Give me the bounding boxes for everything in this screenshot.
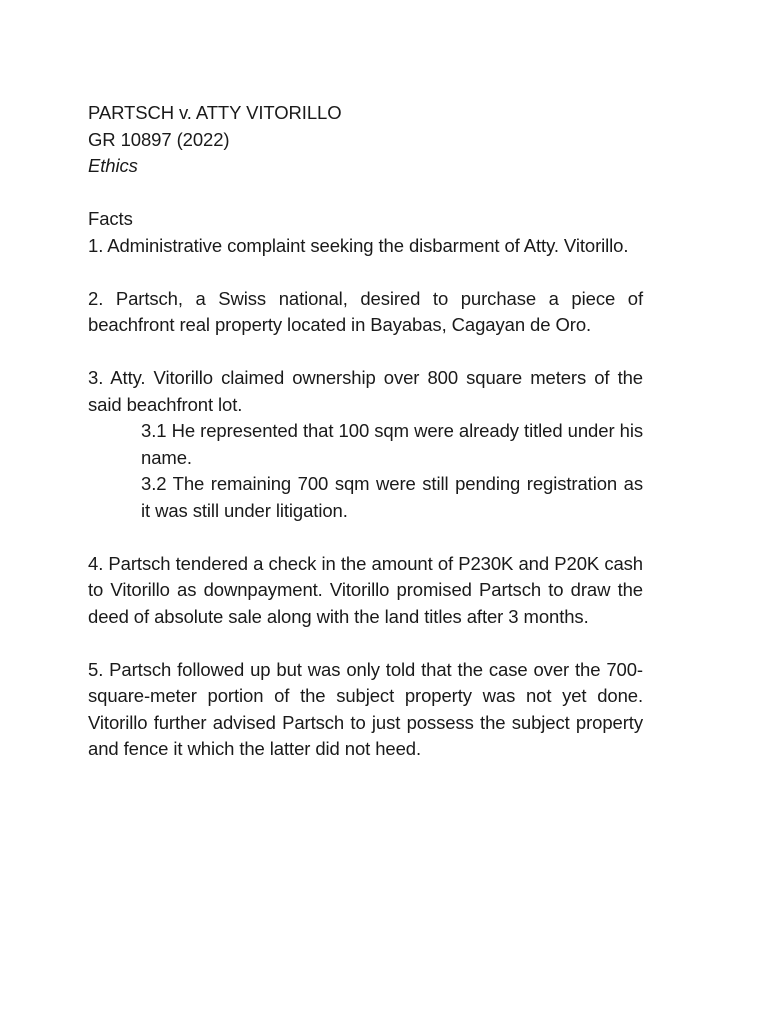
document-page [88,100,643,763]
fact-item-5: 5. Partsch followed up but was only told that the case over the 700-square-meter portion of the subject property was not yet done. Vitorillo further advised Partsch to just possess the subject property and fence it which the latter did not heed. [88,658,643,759]
case-number: GR 10897 (2022) [88,128,230,150]
fact-item-4: 4. Partsch tendered a check in the amount of P230K and P20K cash to Vitorillo as downpayment. Vitorillo promised Partsch to draw the deed of absolute sale along with the land titles after 3 months. [88,552,643,627]
spacer [88,630,643,657]
spacer [88,524,643,551]
spacer [88,180,643,207]
facts-heading: Facts [88,208,133,229]
fact-item-2: 2. Partsch, a Swiss national, desired to purchase a piece of beachfront real property located in Bayabas, Cagayan de Oro. [88,287,643,335]
fact-item-3: 3. Atty. Vitorillo claimed ownership over 800 square meters of the said beachfront lot. [88,367,643,415]
spacer [88,339,643,366]
spacer [88,259,643,286]
fact-item-3-2: 3.2 The remaining 700 sqm were still pending registration as it was still under litigation. [141,473,643,521]
case-subject: Ethics [88,155,138,176]
case-title: PARTSCH v. ATTY VITORILLO [88,102,342,123]
fact-item-1: 1. Administrative complaint seeking the disbarment of Atty. Vitorillo. [88,234,629,256]
fact-item-3-1: 3.1 He represented that 100 sqm were already titled under his name. [141,420,643,468]
